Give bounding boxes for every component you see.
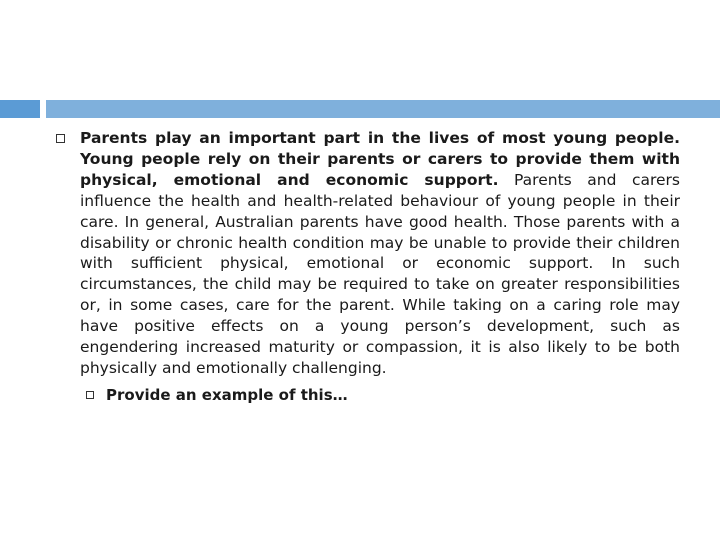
main-bullet — [56, 128, 680, 379]
accent-bar-left — [0, 100, 40, 118]
slide-content — [56, 128, 680, 405]
accent-bar-right — [46, 100, 720, 118]
sub-bullet — [86, 385, 680, 405]
main-normal-text: Parents and carers influence the health and health-related behaviour of young people in their care. In general, Australian parents have good health. Those parents with a disability or chronic health condition may be unable to provide their children with sufficient physical, emotional or economic support. In such circumstances, the child may be required to take on greater responsibilities or, in some cases, care for the parent. While taking on a caring role may have positive effects on a young person’s development, such as engendering increased maturity or compassion, it is also likely to be both physically and emotionally challenging. — [80, 170, 681, 377]
main-paragraph — [80, 128, 680, 379]
sub-bullet-text: Provide an example of this… — [106, 385, 348, 404]
main-bold-text: Parents play an important part in the lives of most young people. Young people rely on their parents or carers to provide them with physical, emotional and economic support. — [80, 129, 680, 189]
square-bullet-icon — [86, 391, 94, 399]
square-bullet-icon — [56, 134, 65, 143]
